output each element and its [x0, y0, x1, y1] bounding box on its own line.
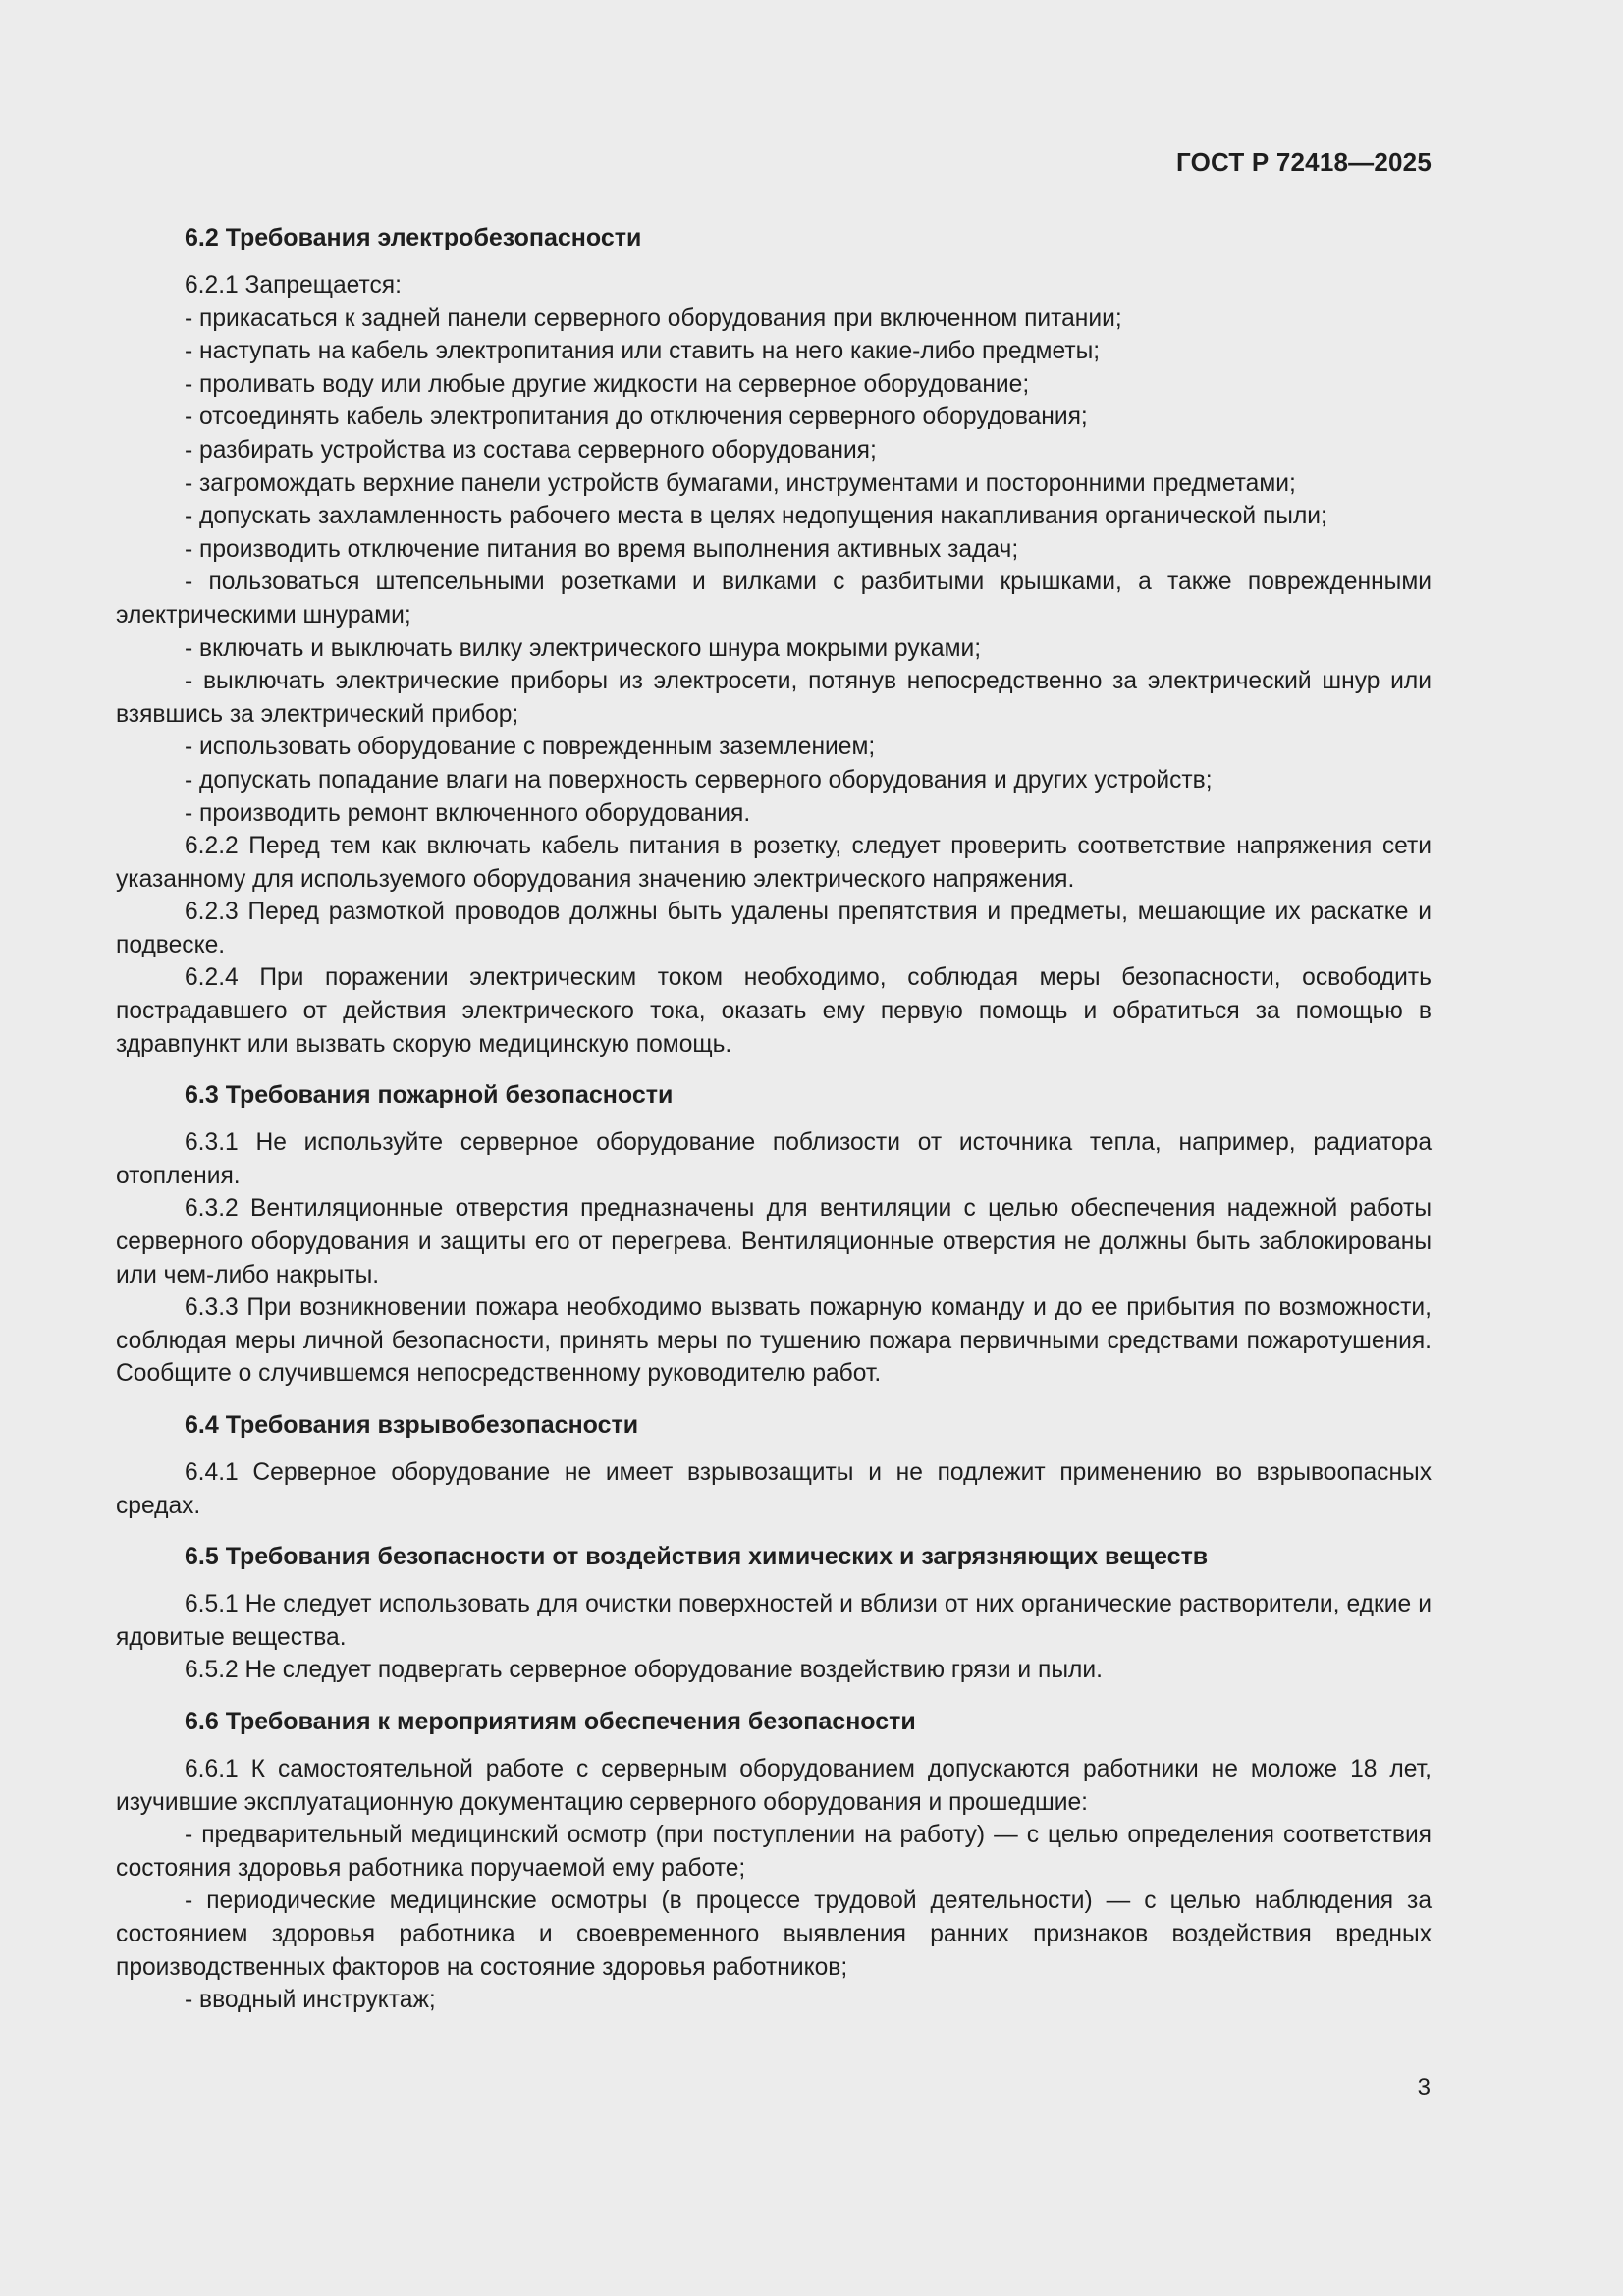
section-6-6	[116, 1706, 1432, 2017]
list-item: - производить ремонт включенного оборудования.	[185, 799, 751, 827]
document-body	[116, 222, 1432, 2017]
section-6-4	[116, 1409, 1432, 1522]
paragraph: 6.5.2 Не следует подвергать серверное оборудование воздействию грязи и пыли.	[185, 1657, 1103, 1684]
paragraph: 6.3.1 Не используйте серверное оборудование поблизости от источника тепла, например, радиатора отопления.	[116, 1129, 1432, 1189]
list-item: - пользоваться штепсельными розетками и вилками с разбитыми крышками, а также поврежденными электрическими шнурами;	[116, 569, 1432, 629]
list-item: - загромождать верхние панели устройств бумагами, инструментами и посторонними предметами;	[185, 469, 1296, 497]
section-6-5	[116, 1541, 1432, 1687]
list-item: - вводный инструктаж;	[185, 1987, 436, 2014]
list-item: - включать и выключать вилку электрического шнура мокрыми руками;	[185, 634, 982, 662]
paragraph: 6.2.4 При поражении электрическим током необходимо, соблюдая меры безопасности, освободить пострадавшего от действия электрического тока, оказать ему первую помощь и обратиться за помощью в здравпункт или вызвать скорую медицинскую помощь.	[116, 964, 1432, 1058]
section-6-3	[116, 1079, 1432, 1391]
section-heading: 6.2 Требования электробезопасности	[185, 224, 642, 251]
list-item: - предварительный медицинский осмотр (при поступлении на работу) — с целью определения соответствия состояния здоровья работника поручаемой ему работе;	[116, 1822, 1432, 1882]
document-number-header: ГОСТ Р 72418—2025	[1176, 147, 1432, 177]
paragraph: 6.6.1 К самостоятельной работе с серверным оборудованием допускаются работники не моложе 18 лет, изучившие эксплуатационную документацию серверного оборудования и прошедшие:	[116, 1755, 1432, 1816]
paragraph: 6.2.2 Перед тем как включать кабель питания в розетку, следует проверить соответствие напряжения сети указанному для используемого оборудования значению электрического напряжения.	[116, 833, 1432, 893]
section-heading: 6.6 Требования к мероприятиям обеспечения безопасности	[185, 1707, 916, 1735]
list-item: - допускать захламленность рабочего места в целях недопущения накапливания органической пыли;	[185, 503, 1327, 530]
section-6-2	[116, 222, 1432, 1061]
list-item: - отсоединять кабель электропитания до отключения серверного оборудования;	[185, 404, 1088, 431]
paragraph: 6.2.1 Запрещается:	[185, 272, 402, 299]
paragraph: 6.4.1 Серверное оборудование не имеет взрывозащиты и не подлежит применению во взрывоопасных средах.	[116, 1459, 1432, 1519]
page-number: 3	[1417, 2074, 1431, 2101]
list-item: - выключать электрические приборы из электросети, потянув непосредственно за электрический шнур или взявшись за электрический прибор;	[116, 668, 1432, 728]
list-item: - допускать попадание влаги на поверхность серверного оборудования и других устройств;	[185, 766, 1213, 793]
list-item: - производить отключение питания во время выполнения активных задач;	[185, 535, 1019, 563]
list-item: - наступать на кабель электропитания или ставить на него какие-либо предметы;	[185, 338, 1101, 365]
section-heading: 6.3 Требования пожарной безопасности	[185, 1081, 674, 1110]
paragraph: 6.5.1 Не следует использовать для очистки поверхностей и вблизи от них органические растворители, едкие и ядовитые вещества.	[116, 1591, 1432, 1651]
list-item: - прикасаться к задней панели серверного оборудования при включенном питании;	[185, 304, 1122, 332]
paragraph: 6.3.3 При возникновении пожара необходимо вызвать пожарную команду и до ее прибытия по возможности, соблюдая меры личной безопасности, принять меры по тушению пожара первичными средствами пожаротушения. Сообщите о случившемся непосредственному руководителю работ.	[116, 1294, 1432, 1388]
list-item: - разбирать устройства из состава серверного оборудования;	[185, 436, 877, 464]
paragraph: 6.2.3 Перед размоткой проводов должны быть удалены препятствия и предметы, мешающие их раскатке и подвеске.	[116, 899, 1432, 958]
list-item: - периодические медицинские осмотры (в процессе трудовой деятельности) — с целью наблюдения за состоянием здоровья работника и своевременного выявления ранних признаков воздействия вредных производственных факторов на состояние здоровья работников;	[116, 1887, 1432, 1981]
section-heading: 6.4 Требования взрывобезопасности	[185, 1411, 639, 1439]
list-item: - проливать воду или любые другие жидкости на серверное оборудование;	[185, 370, 1030, 398]
section-heading: 6.5 Требования безопасности от воздействия химических и загрязняющих веществ	[185, 1543, 1209, 1571]
list-item: - использовать оборудование с поврежденным заземлением;	[185, 734, 876, 761]
paragraph: 6.3.2 Вентиляционные отверстия предназначены для вентиляции с целью обеспечения надежной работы серверного оборудования и защиты его от перегрева. Вентиляционные отверстия не должны быть заблокированы или чем-либо накрыты.	[116, 1195, 1432, 1288]
